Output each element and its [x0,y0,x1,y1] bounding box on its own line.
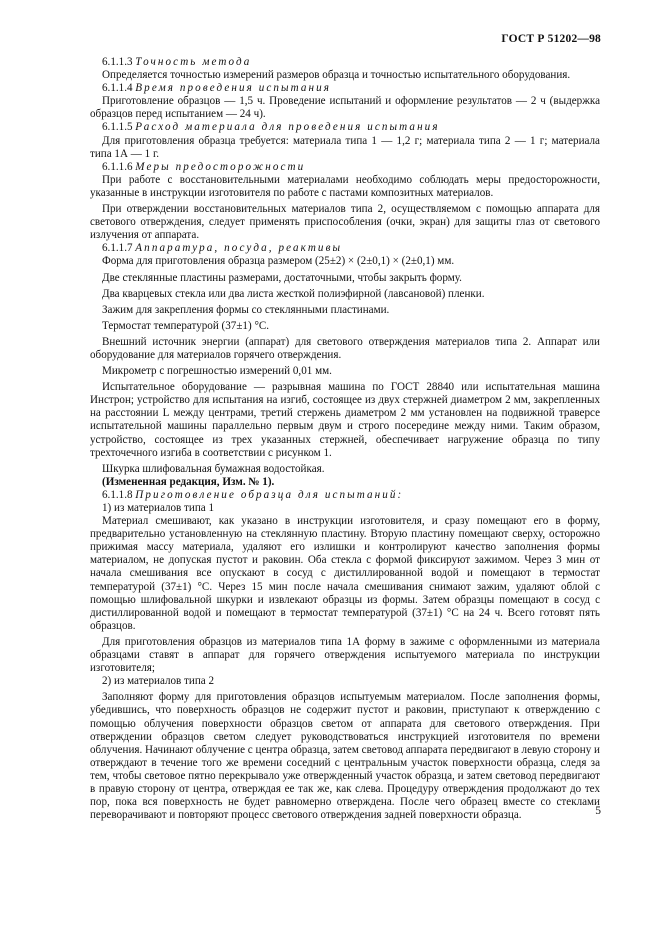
section-heading [90,161,600,174]
body-paragraph: 1) из материалов типа 1 [102,502,215,514]
body-paragraph: Шкурка шлифовальная бумажная водостойкая. [102,462,325,475]
section-heading [90,121,600,134]
body-paragraph: При работе с восстановительными материалами необходимо соблюдать меры предосторожности, указанные в инструкции изготовителя по работе с пастами композитных материалов. [90,173,600,199]
section-heading [90,56,600,69]
body-paragraph: Два кварцевых стекла или два листа жесткой полиэфирной (лавсановой) пленки. [102,287,485,300]
body-paragraph: Приготовление образцов — 1,5 ч. Проведение испытаний и оформление результатов — 2 ч (выдержка образцов перед испытанием — 24 ч). [90,95,600,121]
section-number: 6.1.1.8 [102,488,133,501]
body-paragraph: При отверждении восстановительных материалов типа 2, осуществляемом с помощью аппарата для светового отверждения, следует применять приспособления (очки, экран) для защиты глаз от светового излучения от аппарата. [90,203,600,242]
body-paragraph: Материал смешивают, как указано в инструкции изготовителя, и сразу помещают его в форму, предварительно установленную на стеклянную пластину. Вторую пластину помещают сверху, осторожно прижимая массу материала, удаляют его излишки и контролируют качество заполнения формы материалом, не допуская пустот и раковин. Оба стекла с формой фиксируют зажимом. Через 3 мин от начала смешивания все опускают в сосуд с дистиллированной водой и помещают в термостат температурой (37±1) °С. Через 15 мин после начала смешивания снимают зажим, удаляют облой с помощью шлифовальной шкурки и извлекают образцы из формы. Затем образцы помещают в сосуд с дистиллированной водой и помещают в термостат температурой (37±1) °С на 24 ч. Всего готовят пять образцов. [90,515,600,632]
section-number: 6.1.1.6 [102,160,133,173]
section-heading [90,242,600,255]
body-paragraph: Заполняют форму для приготовления образцов испытуемым материалом. После заполнения формы, убедившись, что поверхность образцов не содержит пустот и раковин, приступают к отверждению с помощью облучения поверхности образцов светом от аппарата для светового отверждения. При отверждении образцов светом следует руководствоваться инструкцией изготовителя по времени облучения. Начинают облучение с центра образца, затем световод аппарата передвигают в левую сторону и отверждают в течение того же времени соседний с центральным участок поверхности образца, следя за тем, чтобы световое пятно перекрывало уже отвержденный участок образца, и затем световод передвигают в правую сторону от центра, отверждая ее так же, как слева. Процедуру отверждения продолжают до тех пор, пока вся поверхность не будет равномерно отверждена. После чего образец вместе со стеклами переворачивают и повторяют процесс светового отверждения задней поверхности образца. [90,691,600,822]
body-paragraph: Зажим для закрепления формы со стеклянными пластинами. [102,303,390,316]
body-paragraph: Термостат температурой (37±1) °С. [102,319,270,332]
body-paragraph: Для приготовления образцов из материалов типа 1А форму в зажиме с оформленными из материала образцами ставят в аппарат для горячего отверждения испытуемого материала по инструкции изготовителя; [90,635,600,675]
body-paragraph: Внешний источник энергии (аппарат) для светового отверждения материалов типа 2. Аппарат или оборудование для материалов горячего отверждения. [90,335,600,361]
body-paragraph: Микрометр с погрешностью измерений 0,01 мм. [102,365,332,378]
body-paragraph: Определяется точностью измерений размеров образца и точностью испытательного оборудования. [102,69,571,82]
document-body [90,56,600,822]
section-title: Аппаратура, посуда, реактивы [135,242,343,255]
section-number: 6.1.1.4 [102,82,133,95]
section-number: 6.1.1.7 [102,242,133,255]
body-paragraph: Для приготовления образца требуется: материала типа 1 — 1,2 г; материала типа 2 — 1 г; материала типа 1А — 1 г. [90,134,600,160]
section-number: 6.1.1.3 [102,56,133,68]
page-number: 5 [595,805,601,817]
section-heading [90,82,600,95]
body-paragraph: Испытательное оборудование — разрывная машина по ГОСТ 28840 или испытательная машина Инстрон; устройство для испытания на изгиб, состоящее из двух стержней диаметром 2 мм, закрепленных на расстоянии L между центрами, третий стержень диаметром 2 мм установлен на подвижной траверсе испытательной машины параллельно первым двум и строго посередине между ними. Таким образом, устройство, состоящее из трех указанных стержней, обеспечивает нагружение образца по типу трехточечного изгиба в соответствии с рисунком 1. [90,381,600,459]
section-title: Расход материала для проведения испытания [135,121,440,134]
body-paragraph: Форма для приготовления образца размером (25±2) × (2±0,1) × (2±0,1) мм. [102,255,455,268]
standard-header: ГОСТ Р 51202—98 [501,33,601,45]
section-number: 6.1.1.5 [102,121,133,134]
section-title: Точность метода [135,56,252,68]
section-title: Приготовление образца для испытаний: [135,488,404,501]
amendment-note: (Измененная редакция, Изм. № 1). [102,475,275,488]
section-heading [90,489,600,502]
body-paragraph: Две стеклянные пластины размерами, достаточными, чтобы закрыть форму. [102,271,462,284]
section-title: Время проведения испытания [135,82,332,95]
section-title: Меры предосторожности [135,160,306,173]
body-paragraph: 2) из материалов типа 2 [102,675,215,688]
